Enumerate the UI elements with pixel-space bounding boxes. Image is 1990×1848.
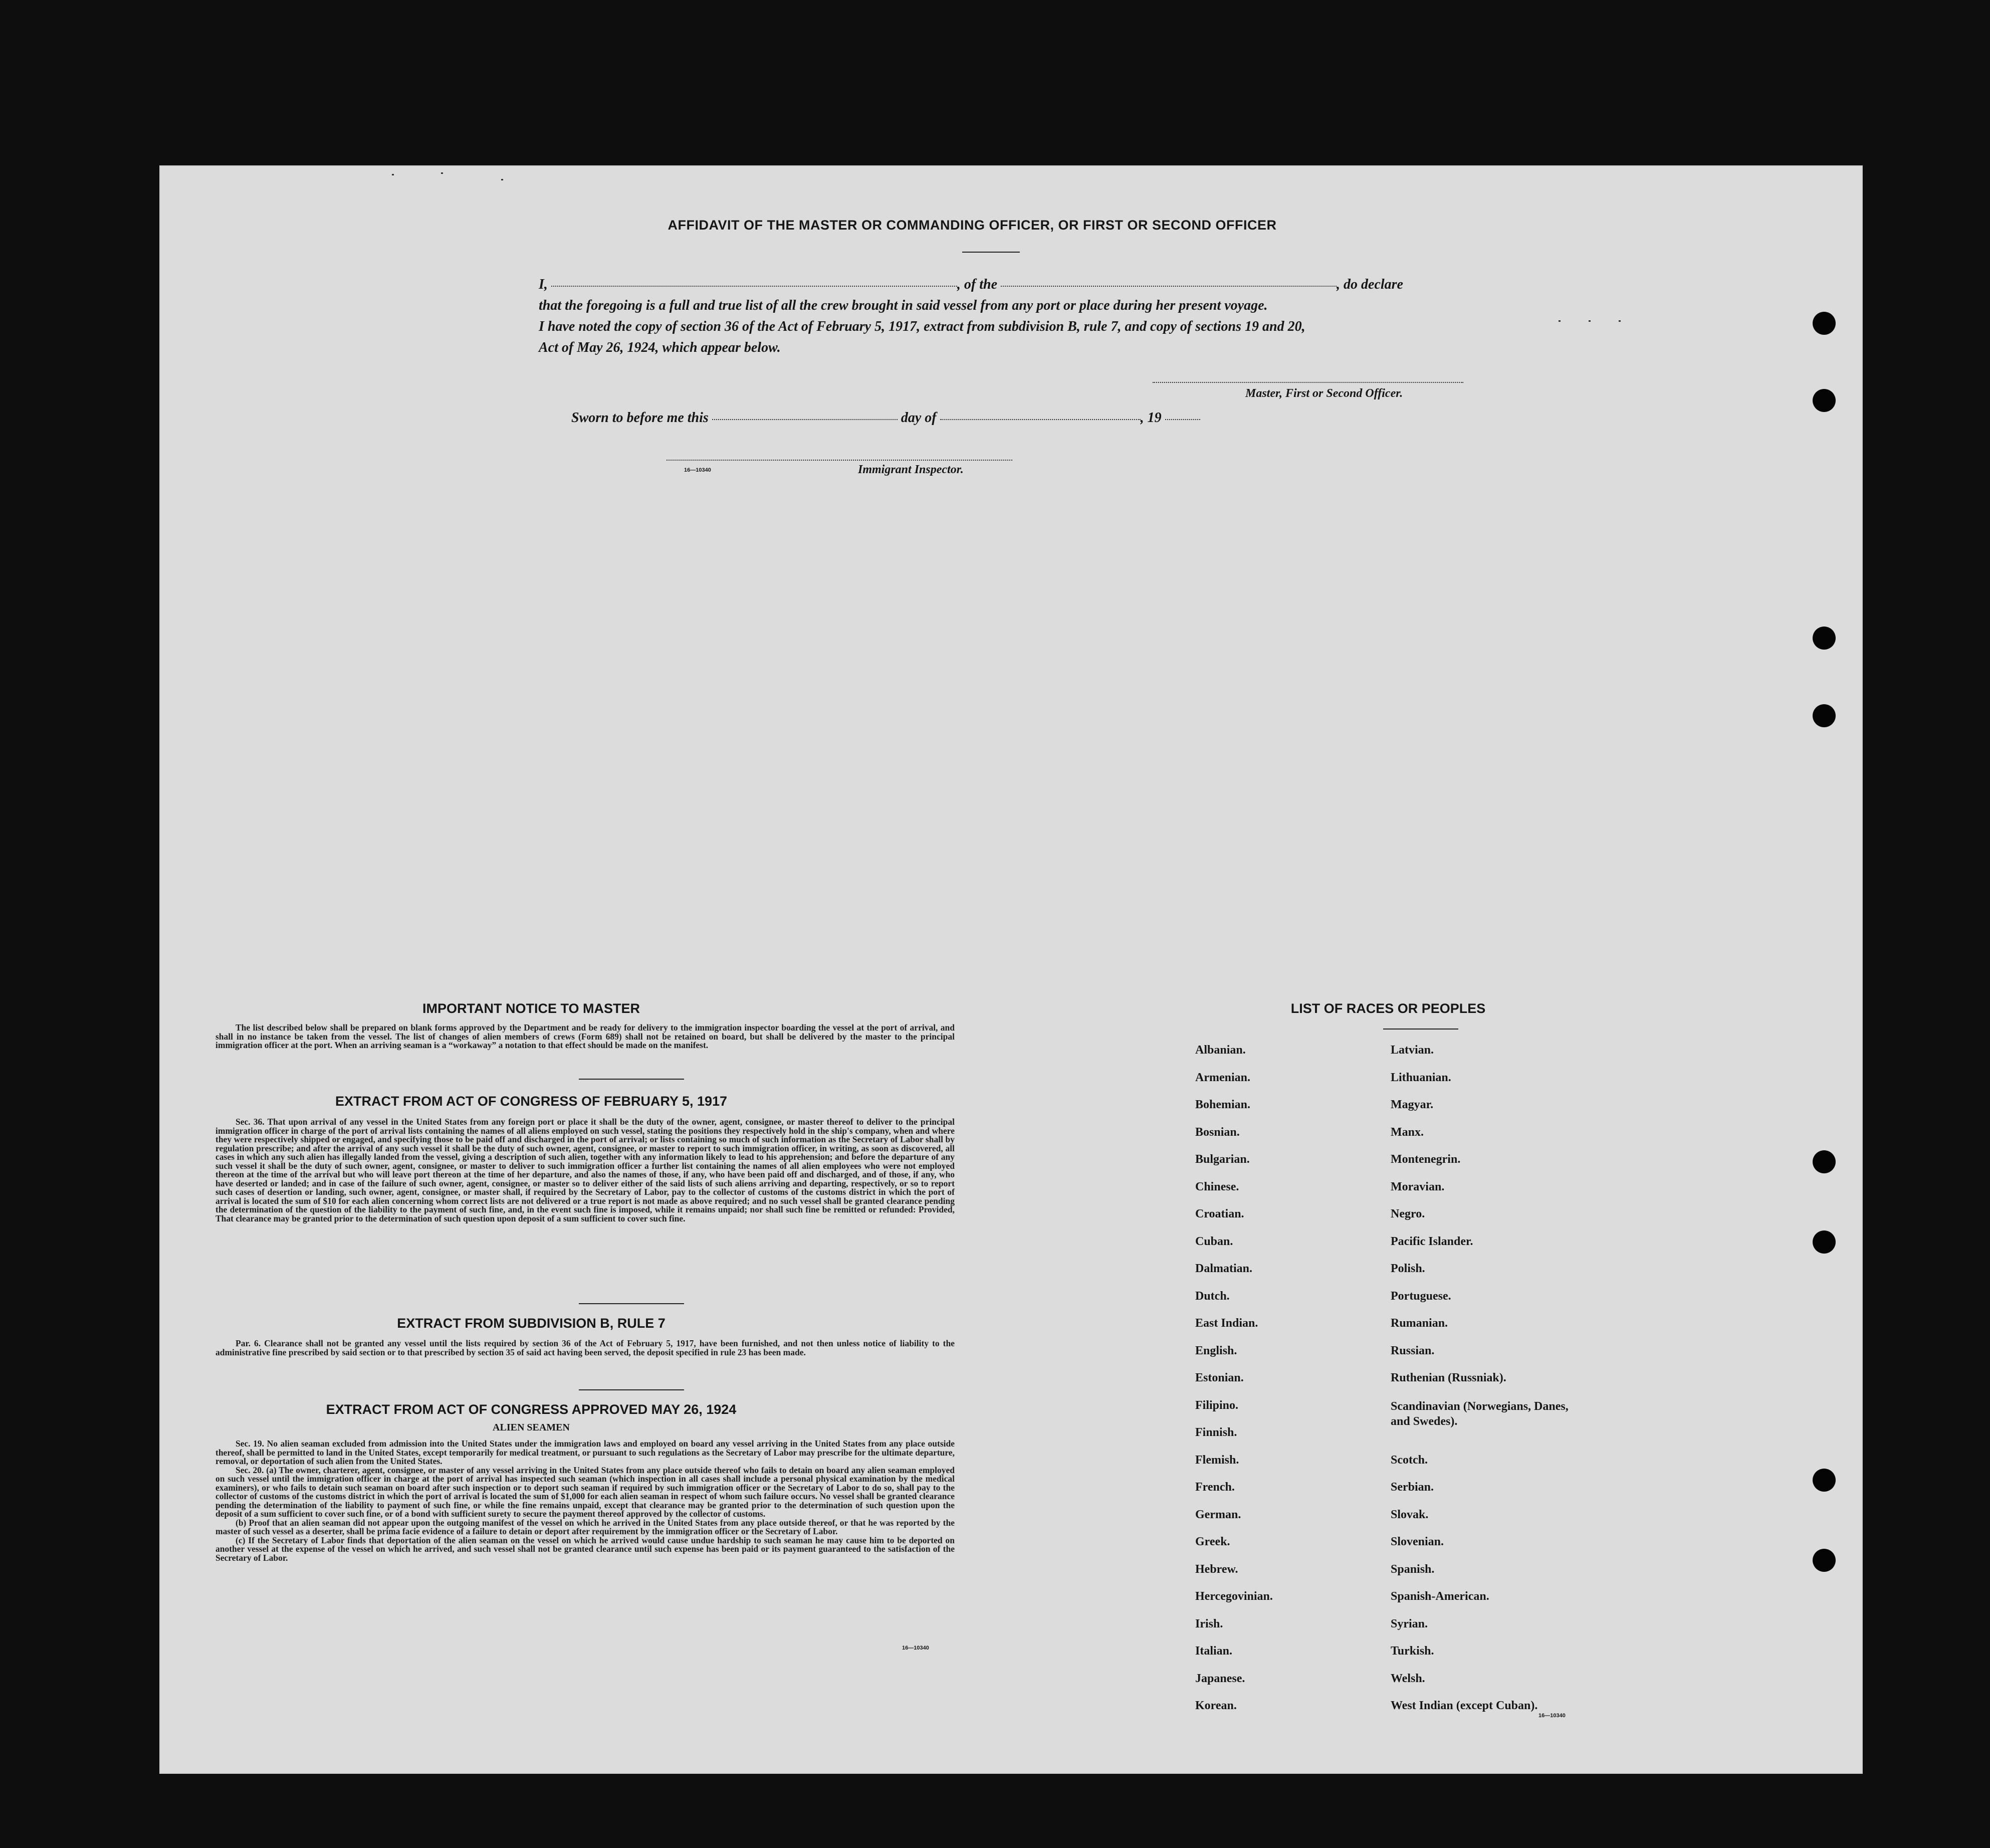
extract-1924-title: EXTRACT FROM ACT OF CONGRESS APPROVED MAY 26, 1924 (326, 1402, 737, 1417)
notice-title: IMPORTANT NOTICE TO MASTER (422, 1001, 640, 1016)
affidavit-i: I, (539, 277, 548, 292)
extract-rule7-title: EXTRACT FROM SUBDIVISION B, RULE 7 (397, 1316, 666, 1331)
race-item: Negro. (1391, 1207, 1425, 1220)
sec-19-paragraph: Sec. 19. No alien seaman excluded from admission into the United States under the immigration laws and employed on board any vessel arriving in the United States from any place outside thereof, shall be permitted to land in the United States, except temporarily for medical treatment, or pursuant to such regulations as the Secretary of Labor may prescribe for the ultimate departure, removal, or deportation of such alien from the United States. (215, 1439, 955, 1466)
race-item: Lithuanian. (1391, 1071, 1451, 1084)
punch-hole (1813, 1549, 1836, 1572)
race-item: Armenian. (1195, 1071, 1250, 1084)
notice-text (215, 1023, 955, 1050)
race-item: Pacific Islander. (1391, 1235, 1473, 1248)
race-item: Albanian. (1195, 1044, 1246, 1057)
par-6-paragraph: Par. 6. Clearance shall not be granted any vessel until the lists required by section 36 of the Act of February 5, 1917, have been furnished, and not then unless notice of liability to the administrative fine prescribed by said section or to that prescribed by section 35 of said act having been served, the deposit specified in rule 23 has been made. (215, 1338, 955, 1357)
vessel-blank (1001, 286, 1337, 287)
races-title: LIST OF RACES OR PEOPLES (1290, 1001, 1486, 1016)
punch-hole (1813, 1230, 1836, 1254)
sec-20a-paragraph: Sec. 20. (a) The owner, charterer, agent, consignee, or master of any vessel arriving in the United States from any place outside thereof who fails to detain on board any alien seaman employed on such vessel until the immigration officer in charge at the port of arrival has inspected such seaman (which inspection in all cases shall include a personal physical examination by the medical examiners), or who fails to detain such seaman on board after such inspection or to deport such seaman if required by such immigration officer or the Secretary of Labor to do so, shall pay to the collector of customs of the customs district in which the port of arrival is located the sum of $1,000 for each alien seaman in respect of whom such failure occurs. No vessel shall be granted clearance pending the determination of the liability to payment of such fine, or while the fine remains unpaid, except that clearance may be granted prior to the determination of such question upon the deposit of a sum sufficient to cover such fine, or of a bond with sufficient surety to secure the payment thereof approved by the collector of customs. (215, 1465, 955, 1519)
scan-speck (1589, 320, 1591, 322)
title-divider (962, 252, 1020, 253)
race-item: Chinese. (1195, 1180, 1239, 1193)
sec-20c-paragraph: (c) If the Secretary of Labor finds that deportation of the alien seaman on the vessel on which he arrived would cause undue hardship to such seaman he may cause him to be deported on another vessel at the expense of the vessel on which he arrived, and such vessel shall not be granted clearance until such expense has been paid or its payment guaranteed to the satisfaction of the Secretary of Labor. (215, 1535, 955, 1563)
race-item: Portuguese. (1391, 1289, 1451, 1303)
race-item: Welsh. (1391, 1672, 1425, 1685)
race-item: Bulgarian. (1195, 1153, 1250, 1166)
sworn-day-blank (712, 419, 898, 420)
race-item: Scotch. (1391, 1453, 1428, 1467)
scan-speck (392, 174, 394, 175)
race-item: East Indian. (1195, 1317, 1258, 1330)
affidavit-title: AFFIDAVIT OF THE MASTER OR COMMANDING OFFICER, OR FIRST OR SECOND OFFICER (668, 218, 1277, 233)
race-item: Hebrew. (1195, 1562, 1238, 1576)
punch-hole (1813, 627, 1836, 650)
extract-1924-text (215, 1440, 955, 1562)
race-item: Croatian. (1195, 1207, 1244, 1220)
race-item: Filipino. (1195, 1398, 1239, 1412)
extract-rule7-text (215, 1339, 955, 1357)
notice-paragraph: The list described below shall be prepared on blank forms approved by the Department and be ready for delivery to the immigration inspector boarding the vessel at the port of arrival, and shall in no instance be taken from the vessel. The list of changes of alien members of crews (Form 689) shall not be retained on board, but shall be delivered by the master to the principal immigration officer at the port. When an arriving seaman is a “workaway” a notation to that effect should be made on the manifest. (215, 1022, 955, 1050)
punch-hole (1813, 1469, 1836, 1492)
race-item: German. (1195, 1508, 1241, 1521)
sec-36-paragraph: Sec. 36. That upon arrival of any vessel in the United States from any foreign port or place it shall be the duty of the owner, agent, consignee, or master thereof to deliver to the principal immigration officer in charge of the port of arrival lists containing the names of all aliens employed on such vessel, stating the positions they respectively hold in the ship's company, when and where they were respectively shipped or engaged, and specifying those to be paid off and discharged in the port of arrival; or lists containing so much of such information as the Secretary of Labor shall by regulation prescribe; and after the arrival of any such vessel it shall be the duty of such owner, agent, consignee, or master to report to such immigration officer, in writing, as soon as discovered, all cases in which any such alien has illegally landed from the vessel, giving a description of such alien, together with any information likely to lead to his apprehension; and before the departure of any such vessel it shall be the duty of such owner, agent, consignee, or master to deliver to such immigration officer a further list containing the names of all alien employees who were not employed thereon at the time of the arrival but who will leave port thereon at the time of her departure, and also the names of those, if any, who have been paid off and discharged, and of those, if any, who have deserted or landed; and in case of the failure of such owner, agent, consignee, or master so to deliver either of the said lists of such aliens arriving and departing, respectively, or so to report such cases of desertion or landing, such owner, agent, consignee, or master shall, if required by the Secretary of Labor, pay to the collector of customs of the customs district in which the port of arrival is located the sum of $10 for each alien concerning whom correct lists are not delivered or a true report is not made as above required; and no such vessel shall be granted clearance pending the determination of the question of the liability to the payment of such fine, and, in the event such fine is imposed, while it remains unpaid; nor shall such fine be remitted or refunded: Provided, That clearance may be granted prior to the determination of such question upon deposit of a sum sufficient to cover such fine. (215, 1117, 955, 1223)
scan-speck (501, 179, 503, 180)
affidavit-line-3: I have noted the copy of section 36 of the Act of February 5, 1917, extract from subdivision B, rule 7, and copy of sections 19 and 20, (539, 319, 1305, 334)
race-item: Manx. (1391, 1125, 1424, 1139)
scan-speck (441, 172, 443, 174)
race-item: Spanish-American. (1391, 1590, 1489, 1603)
race-item: Italian. (1195, 1645, 1233, 1658)
punch-hole (1813, 312, 1836, 335)
punch-hole (1813, 1150, 1836, 1173)
race-item: Moravian. (1391, 1180, 1445, 1193)
race-item: Estonian. (1195, 1371, 1244, 1384)
sec-20b-paragraph: (b) Proof that an alien seaman did not appear upon the outgoing manifest of the vessel on which he arrived in the United States from any place outside thereof, or that he was reported by the master of such vessel as a deserter, shall be prima facie evidence of a failure to detain or deport after requirement by the immigration officer or the Secretary of Labor. (215, 1517, 955, 1536)
punch-hole (1813, 389, 1836, 412)
master-signature-line (1153, 382, 1463, 383)
divider-3 (579, 1389, 684, 1390)
master-label: Master, First or Second Officer. (1245, 387, 1403, 400)
race-item: Serbian. (1391, 1481, 1434, 1494)
race-item: Bohemian. (1195, 1098, 1251, 1111)
race-item: Dalmatian. (1195, 1262, 1252, 1275)
affidavit-of-the: , of the (957, 277, 998, 292)
divider-2 (579, 1303, 684, 1304)
races-divider (1383, 1029, 1458, 1030)
races-column-right (1391, 1044, 1581, 1727)
affidavit-line-2: that the foregoing is a full and true list of all the crew brought in said vessel from any port or place during her present voyage. (539, 298, 1268, 313)
affidavit-line-4: Act of May 26, 1924, which appear below. (539, 340, 781, 355)
races-column-left (1195, 1044, 1273, 1727)
scan-speck (1619, 320, 1621, 322)
sworn-line (571, 410, 1200, 426)
scan-speck (1559, 320, 1561, 322)
race-item: Syrian. (1391, 1617, 1428, 1630)
race-item: Magyar. (1391, 1098, 1434, 1111)
race-item: Slovenian. (1391, 1535, 1444, 1548)
affidavit-line-1 (539, 277, 1403, 293)
race-item: Hercegovinian. (1195, 1590, 1273, 1603)
race-item: Dutch. (1195, 1289, 1230, 1303)
race-item: Spanish. (1391, 1562, 1435, 1576)
document-page (159, 165, 1863, 1774)
affidavit-do-declare: , do declare (1337, 277, 1403, 292)
race-item: Korean. (1195, 1699, 1237, 1712)
divider-1 (579, 1079, 684, 1080)
alien-seamen-subtitle: ALIEN SEAMEN (493, 1422, 570, 1433)
race-item: West Indian (except Cuban). (1391, 1699, 1538, 1712)
race-item: Bosnian. (1195, 1125, 1240, 1139)
form-number-left: 16—10340 (902, 1645, 929, 1651)
race-item: Flemish. (1195, 1453, 1239, 1467)
race-item: Greek. (1195, 1535, 1230, 1548)
race-item: Latvian. (1391, 1044, 1434, 1057)
inspector-label: Immigrant Inspector. (858, 463, 964, 476)
form-number-right: 16—10340 (1538, 1713, 1566, 1719)
race-item: Slovak. (1391, 1508, 1429, 1521)
sworn-month-blank (940, 419, 1141, 420)
race-item: Polish. (1391, 1262, 1425, 1275)
race-item: Turkish. (1391, 1645, 1434, 1658)
race-item: Ruthenian (Russniak). (1391, 1371, 1506, 1384)
race-item: Japanese. (1195, 1672, 1245, 1685)
year-text: , 19 (1140, 410, 1162, 426)
race-item: Russian. (1391, 1344, 1435, 1357)
day-of-text: day of (901, 410, 937, 426)
form-number-top: 16—10340 (684, 467, 711, 473)
name-blank (551, 286, 957, 287)
race-item: Finnish. (1195, 1426, 1237, 1439)
punch-hole (1813, 704, 1836, 727)
extract-1917-text (215, 1118, 955, 1223)
race-item: English. (1195, 1344, 1237, 1357)
race-item: Scandinavian (Norwegians, Danes, and Swedes). (1391, 1399, 1569, 1428)
sworn-text: Sworn to before me this (571, 410, 709, 426)
year-blank (1165, 419, 1200, 420)
race-item: Irish. (1195, 1617, 1223, 1630)
extract-1917-title: EXTRACT FROM ACT OF CONGRESS OF FEBRUARY 5, 1917 (335, 1094, 728, 1109)
race-item: Montenegrin. (1391, 1153, 1461, 1166)
race-item: Cuban. (1195, 1235, 1233, 1248)
race-item: French. (1195, 1481, 1235, 1494)
inspector-signature-line (667, 460, 1012, 461)
race-item: Rumanian. (1391, 1317, 1448, 1330)
